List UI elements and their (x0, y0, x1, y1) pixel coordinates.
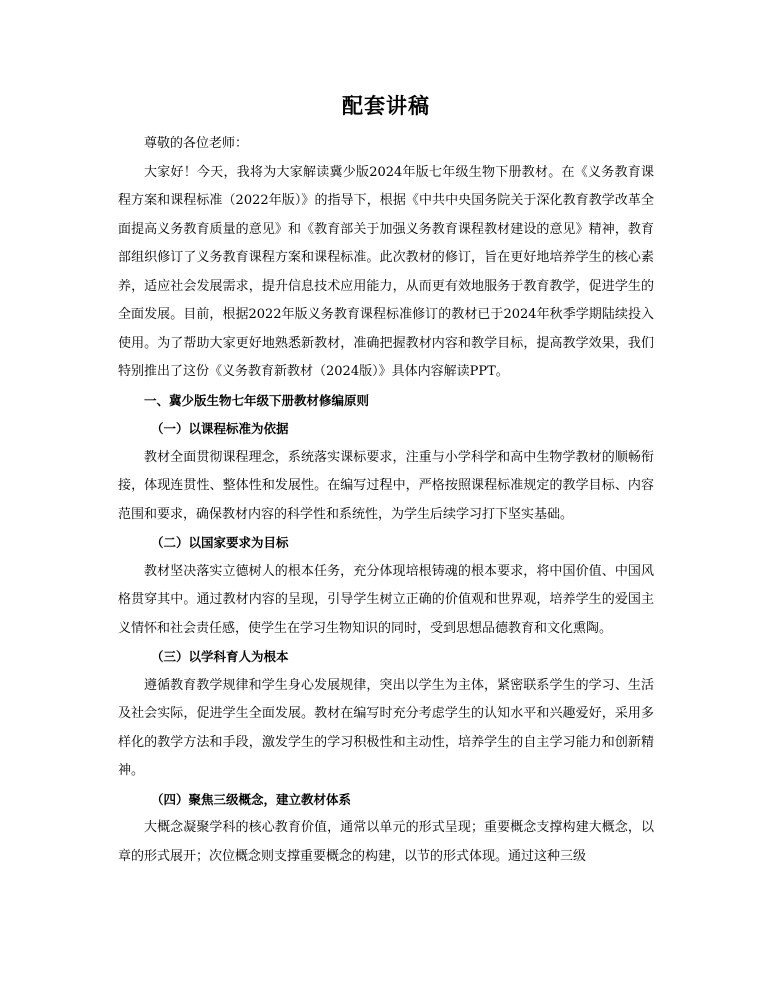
subsection-body-1: 教材全面贯彻课程理念，系统落实课标要求，注重与小学科学和高中生物学教材的顺畅衔接，体现连贯性、整体性和发展性。在编写过程中，严格按照课程标准规定的教学目标、内容范围和要求，确保教材内容的科学性和系统性，为学生后续学习打下坚实基础。 (118, 449, 654, 522)
subsection-body-4: 大概念凝聚学科的核心教育价值，通常以单元的形式呈现；重要概念支撑构建大概念，以章的形式展开；次位概念则支撑重要概念的构建，以节的形式体现。通过这种三级 (118, 820, 654, 864)
document-title: 配套讲稿 (342, 93, 430, 118)
section-heading-1: 一、冀少版生物七年级下册教材修编原则 (144, 392, 370, 408)
intro-paragraph: 大家好！今天，我将为大家解读冀少版2024年版七年级生物下册教材。在《义务教育课程方案和课程标准（2022年版）》的指导下，根据《中共中央国务院关于深化教育教学改革全面提高义务教育质量的意见》和《教育部关于加强义务教育课程教材建设的意见》精神，教育部组织修订了义务教育课程方案和课程标准。此次教材的修订，旨在更好地培养学生的核心素养，适应社会发展需求，提升信息技术应用能力，从而更有效地服务于教育教学，促进学生的全面发展。目前，根据2022年版义务教育课程标准修订的教材已于2024年秋季学期陆续投入使用。为了帮助大家更好地熟悉新教材，准确把握教材内容和教学目标，提高教学效果，我们特别推出了这份《义务教育新教材（2024版）》具体内容解读PPT。 (118, 164, 654, 379)
subsection-heading-1: （一）以课程标准为依据 (151, 421, 289, 436)
document-page (118, 88, 654, 871)
subsection-heading-2: （二）以国家要求为目标 (151, 535, 289, 550)
salutation: 尊敬的各位老师： (144, 136, 249, 151)
subsection-body-2: 教材坚决落实立德树人的根本任务，充分体现培根铸魂的根本要求，将中国价值、中国风格贯穿其中。通过教材内容的呈现，引导学生树立正确的价值观和世界观，培养学生的爱国主义情怀和社会责任感，使学生在学习生物知识的同时，受到思想品德教育和文化熏陶。 (118, 563, 654, 636)
subsection-heading-4: （四）聚焦三级概念，建立教材体系 (151, 791, 352, 807)
subsection-body-3: 遵循教育教学规律和学生身心发展规律，突出以学生为主体，紧密联系学生的学习、生活及社会实际，促进学生全面发展。教材在编写时充分考虑学生的认知水平和兴趣爱好，采用多样化的教学方法和手段，激发学生的学习积极性和主动性，培养学生的自主学习能力和创新精神。 (118, 677, 654, 778)
subsection-heading-3: （三）以学科育人为根本 (151, 649, 289, 664)
